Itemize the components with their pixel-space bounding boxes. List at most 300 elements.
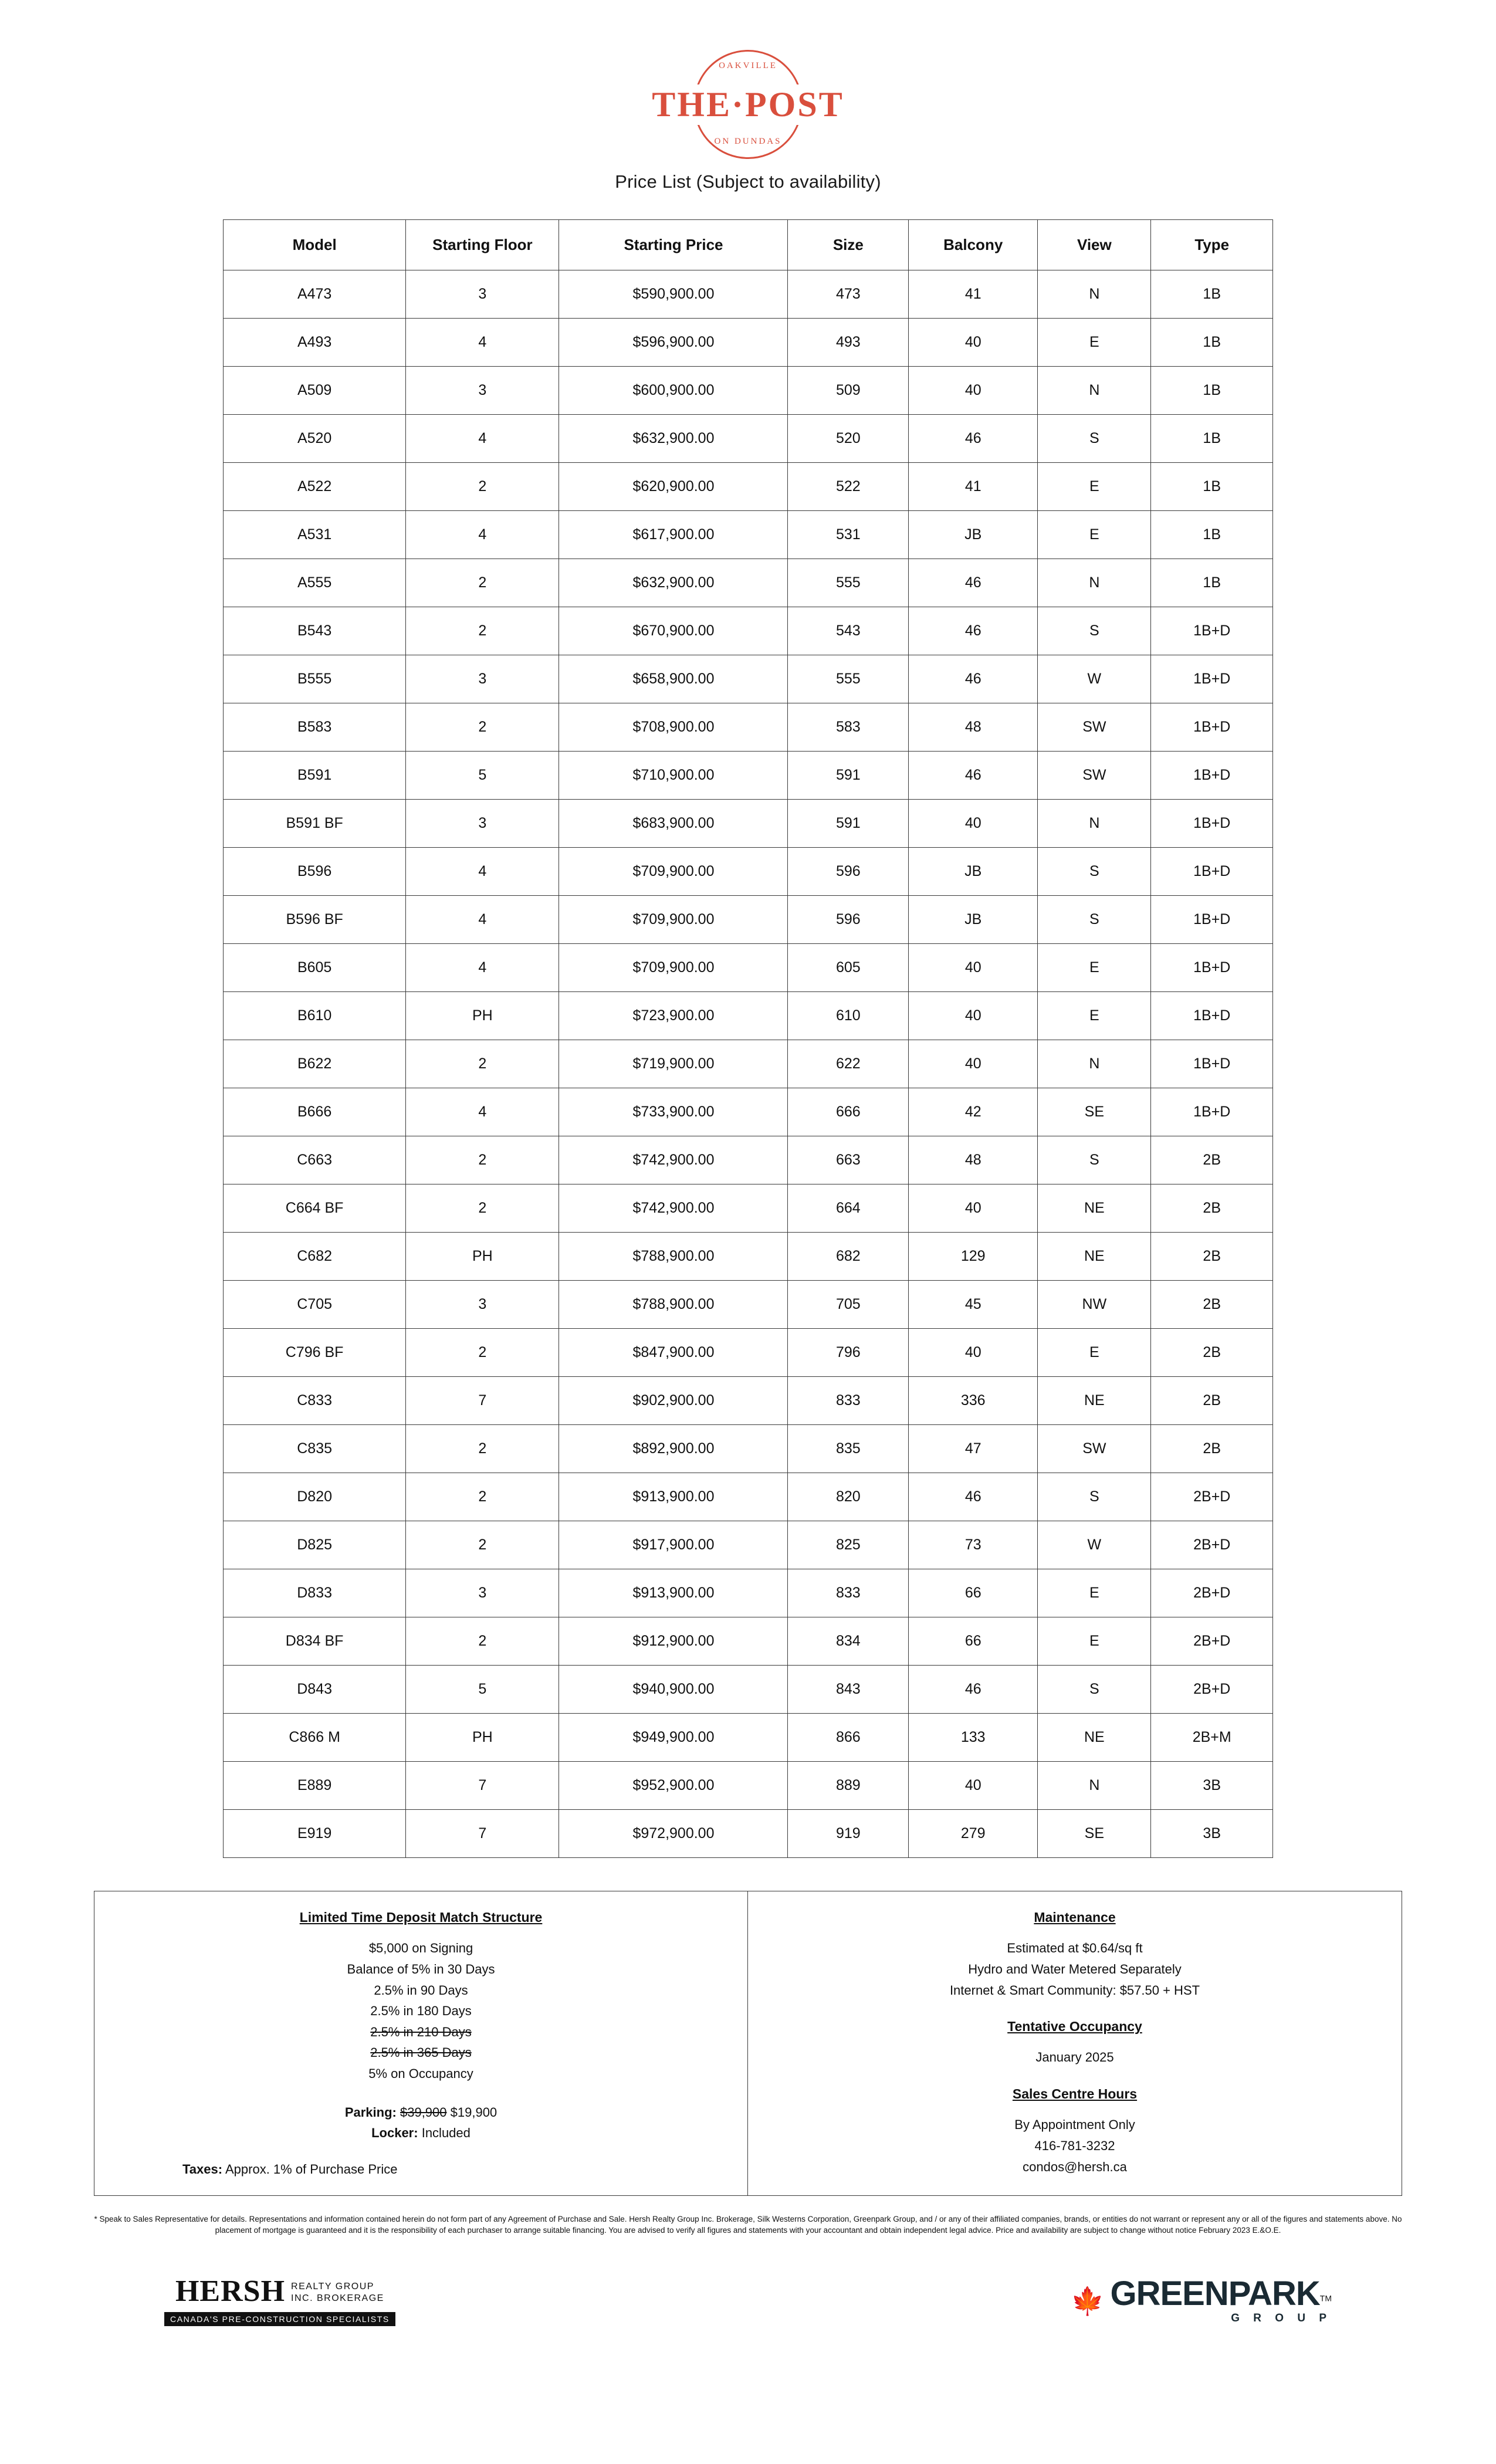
table-cell: $847,900.00 [559, 1329, 788, 1377]
table-header-cell: Size [788, 220, 909, 270]
table-row [224, 1473, 1273, 1521]
table-cell: 889 [788, 1762, 909, 1810]
table-cell: N [1038, 800, 1151, 848]
table-cell: E [1038, 1569, 1151, 1617]
price-table [223, 219, 1273, 1858]
table-cell: 46 [909, 607, 1038, 655]
maintenance-box [748, 1891, 1402, 2195]
table-cell: 833 [788, 1569, 909, 1617]
parking-old-price: $39,900 [400, 2104, 447, 2120]
table-cell: SE [1038, 1088, 1151, 1136]
table-row [224, 1377, 1273, 1425]
table-cell: 1B [1151, 415, 1273, 463]
deposit-line: $5,000 on Signing [368, 1941, 473, 1956]
table-cell: $917,900.00 [559, 1521, 788, 1569]
table-cell: 1B+D [1151, 992, 1273, 1040]
table-cell: $683,900.00 [559, 800, 788, 848]
table-cell: D820 [224, 1473, 406, 1521]
table-cell: C705 [224, 1281, 406, 1329]
table-cell: N [1038, 367, 1151, 415]
table-cell: E [1038, 1617, 1151, 1666]
maintenance-line: Internet & Smart Community: $57.50 + HST [949, 1982, 1200, 1998]
table-cell: 2 [406, 1040, 559, 1088]
table-cell: 2 [406, 1473, 559, 1521]
table-cell: 40 [909, 1762, 1038, 1810]
table-row [224, 415, 1273, 463]
table-row [224, 1521, 1273, 1569]
table-row [224, 607, 1273, 655]
table-cell: 591 [788, 752, 909, 800]
table-cell: JB [909, 511, 1038, 559]
deposit-structure-box [94, 1891, 748, 2195]
maple-leaf-icon: 🍁 [1071, 2286, 1105, 2317]
table-cell: 1B [1151, 270, 1273, 319]
table-row [224, 1617, 1273, 1666]
table-cell: NE [1038, 1714, 1151, 1762]
deposit-line: 2.5% in 365 Days [370, 2045, 472, 2060]
table-cell: E [1038, 992, 1151, 1040]
table-cell: 40 [909, 367, 1038, 415]
table-cell: SW [1038, 1425, 1151, 1473]
table-row [224, 896, 1273, 944]
table-cell: NE [1038, 1233, 1151, 1281]
logo-top-text: OAKVILLE [719, 61, 777, 70]
table-cell: 1B [1151, 319, 1273, 367]
table-cell: S [1038, 607, 1151, 655]
disclaimer-text: * Speak to Sales Representative for details. Representations and information contained herein do not form part of any Agreement of Purchase and Sale. Hersh Realty Group Inc. Brokerage, Silk Westerns Corporation, Greenpark Group, and / or any of their affiliated companies, brands, or entities do not warrant or represent any or all of the figures and statements above. No placement of mortgage is guaranteed and it is the responsibility of each purchaser to arrange suitable financing. You are advised to verify all figures and statements with your accountant and obtain independent legal advice. Price and availability are subject to change without notice February 2023 E.&O.E. [94, 2214, 1402, 2235]
table-cell: $972,900.00 [559, 1810, 788, 1858]
spacer-2 [760, 2068, 1390, 2083]
table-cell: 46 [909, 415, 1038, 463]
table-cell: 40 [909, 992, 1038, 1040]
taxes-line [106, 2159, 736, 2180]
table-cell: 4 [406, 944, 559, 992]
sales-hours-line[interactable]: condos@hersh.ca [1023, 2159, 1127, 2174]
table-cell: 2B [1151, 1281, 1273, 1329]
table-cell: 40 [909, 944, 1038, 992]
table-cell: 2 [406, 1329, 559, 1377]
logo-container [0, 0, 1496, 163]
table-cell: 610 [788, 992, 909, 1040]
table-cell: 820 [788, 1473, 909, 1521]
table-cell: 2B [1151, 1377, 1273, 1425]
deposit-line: 5% on Occupancy [368, 2066, 473, 2081]
table-cell: B543 [224, 607, 406, 655]
table-cell: B610 [224, 992, 406, 1040]
table-cell: 2 [406, 1136, 559, 1184]
table-cell: NE [1038, 1377, 1151, 1425]
occupancy-heading: Tentative Occupancy [1007, 2019, 1142, 2035]
the-post-logo [648, 46, 848, 163]
table-cell: 1B+D [1151, 703, 1273, 752]
table-cell: $709,900.00 [559, 944, 788, 992]
table-cell: 1B+D [1151, 655, 1273, 703]
table-cell: 866 [788, 1714, 909, 1762]
table-cell: B605 [224, 944, 406, 992]
table-cell: 682 [788, 1233, 909, 1281]
table-cell: 2B+M [1151, 1714, 1273, 1762]
table-row [224, 992, 1273, 1040]
locker-label: Locker: [371, 2125, 418, 2141]
table-cell: 2B [1151, 1136, 1273, 1184]
price-table-container [223, 219, 1273, 1858]
table-cell: 2B [1151, 1329, 1273, 1377]
table-cell: N [1038, 559, 1151, 607]
table-cell: $788,900.00 [559, 1233, 788, 1281]
table-cell: A509 [224, 367, 406, 415]
table-cell: 46 [909, 559, 1038, 607]
sales-hours-heading: Sales Centre Hours [1012, 2086, 1138, 2101]
table-cell: S [1038, 1136, 1151, 1184]
table-cell: 1B+D [1151, 752, 1273, 800]
table-cell: 66 [909, 1569, 1038, 1617]
table-cell: $600,900.00 [559, 367, 788, 415]
table-cell: S [1038, 896, 1151, 944]
table-row [224, 944, 1273, 992]
table-cell: 2B [1151, 1233, 1273, 1281]
table-row [224, 1088, 1273, 1136]
deposit-line: Balance of 5% in 30 Days [347, 1961, 495, 1976]
table-cell: A520 [224, 415, 406, 463]
table-cell: $892,900.00 [559, 1425, 788, 1473]
table-cell: A473 [224, 270, 406, 319]
table-cell: 2 [406, 1617, 559, 1666]
table-cell: A522 [224, 463, 406, 511]
deposit-line: 2.5% in 180 Days [370, 2003, 472, 2019]
table-cell: 2B+D [1151, 1521, 1273, 1569]
table-cell: 3 [406, 800, 559, 848]
table-cell: 40 [909, 800, 1038, 848]
taxes-value: Approx. 1% of Purchase Price [225, 2161, 398, 2177]
table-cell: S [1038, 1473, 1151, 1521]
table-cell: 2 [406, 1425, 559, 1473]
table-cell: D843 [224, 1666, 406, 1714]
table-cell: N [1038, 270, 1151, 319]
table-cell: S [1038, 415, 1151, 463]
table-cell: SW [1038, 752, 1151, 800]
maintenance-line: Hydro and Water Metered Separately [968, 1961, 1182, 1976]
table-cell: B583 [224, 703, 406, 752]
table-cell: E [1038, 944, 1151, 992]
table-cell: 2B [1151, 1184, 1273, 1233]
occupancy-value: January 2025 [1035, 2050, 1114, 2065]
table-cell: W [1038, 1521, 1151, 1569]
table-cell: 666 [788, 1088, 909, 1136]
table-cell: 522 [788, 463, 909, 511]
table-cell: 531 [788, 511, 909, 559]
price-table-body [224, 270, 1273, 1858]
table-cell: B666 [224, 1088, 406, 1136]
table-cell: 46 [909, 752, 1038, 800]
table-row [224, 848, 1273, 896]
table-cell: 46 [909, 1473, 1038, 1521]
table-cell: E [1038, 511, 1151, 559]
table-cell: 1B+D [1151, 1040, 1273, 1088]
table-cell: $788,900.00 [559, 1281, 788, 1329]
table-cell: $709,900.00 [559, 848, 788, 896]
table-cell: C664 BF [224, 1184, 406, 1233]
table-cell: 596 [788, 848, 909, 896]
table-cell: D833 [224, 1569, 406, 1617]
deposit-heading: Limited Time Deposit Match Structure [299, 1910, 543, 1925]
footer-logos [94, 2276, 1402, 2326]
table-cell: 4 [406, 319, 559, 367]
table-cell: 1B [1151, 463, 1273, 511]
maintenance-lines [760, 1938, 1390, 2001]
table-cell: C866 M [224, 1714, 406, 1762]
table-cell: 2B+D [1151, 1617, 1273, 1666]
table-header-cell: Balcony [909, 220, 1038, 270]
hersh-subtitle [291, 2281, 384, 2307]
table-row [224, 559, 1273, 607]
info-boxes [94, 1891, 1402, 2196]
sales-hours-line: 416-781-3232 [1034, 2138, 1115, 2153]
table-cell: 5 [406, 1666, 559, 1714]
table-cell: 622 [788, 1040, 909, 1088]
table-cell: 40 [909, 1184, 1038, 1233]
table-cell: 825 [788, 1521, 909, 1569]
table-cell: NW [1038, 1281, 1151, 1329]
table-cell: 4 [406, 511, 559, 559]
table-cell: $710,900.00 [559, 752, 788, 800]
table-cell: JB [909, 896, 1038, 944]
deposit-line: 2.5% in 210 Days [370, 2024, 472, 2039]
table-cell: 2B+D [1151, 1569, 1273, 1617]
table-cell: 40 [909, 319, 1038, 367]
table-cell: B596 [224, 848, 406, 896]
table-cell: 4 [406, 415, 559, 463]
table-cell: 41 [909, 270, 1038, 319]
table-row [224, 1233, 1273, 1281]
table-row [224, 1136, 1273, 1184]
logo-main-text: THE·POST [645, 84, 851, 125]
deposit-lines [106, 1938, 736, 2084]
table-cell: NE [1038, 1184, 1151, 1233]
table-cell: N [1038, 1762, 1151, 1810]
table-cell: 705 [788, 1281, 909, 1329]
table-cell: S [1038, 1666, 1151, 1714]
greenpark-tm: TM [1319, 2293, 1332, 2303]
table-cell: $596,900.00 [559, 319, 788, 367]
greenpark-text-block [1110, 2277, 1332, 2325]
table-cell: A555 [224, 559, 406, 607]
table-cell: W [1038, 655, 1151, 703]
spacer-1 [760, 2001, 1390, 2016]
table-cell: $658,900.00 [559, 655, 788, 703]
table-row [224, 1329, 1273, 1377]
table-cell: 509 [788, 367, 909, 415]
table-row [224, 1762, 1273, 1810]
table-cell: 843 [788, 1666, 909, 1714]
table-cell: E889 [224, 1762, 406, 1810]
table-row [224, 463, 1273, 511]
table-row [224, 1810, 1273, 1858]
table-cell: 583 [788, 703, 909, 752]
table-cell: 835 [788, 1425, 909, 1473]
table-cell: 40 [909, 1329, 1038, 1377]
table-cell: E [1038, 319, 1151, 367]
maintenance-heading: Maintenance [1034, 1910, 1116, 1925]
table-cell: 3 [406, 1281, 559, 1329]
hersh-tagline: CANADA'S PRE-CONSTRUCTION SPECIALISTS [164, 2312, 395, 2326]
table-cell: SE [1038, 1810, 1151, 1858]
table-row [224, 511, 1273, 559]
table-cell: 279 [909, 1810, 1038, 1858]
table-cell: 3B [1151, 1810, 1273, 1858]
table-cell: $620,900.00 [559, 463, 788, 511]
hersh-sub-line2: INC. BROKERAGE [291, 2293, 384, 2303]
table-row [224, 1666, 1273, 1714]
table-cell: 4 [406, 848, 559, 896]
locker-value: Included [421, 2125, 471, 2141]
sales-hours-lines [760, 2114, 1390, 2177]
parking-label: Parking: [344, 2104, 397, 2120]
table-cell: 3B [1151, 1762, 1273, 1810]
table-cell: E [1038, 1329, 1151, 1377]
table-cell: 7 [406, 1810, 559, 1858]
table-cell: 2 [406, 1521, 559, 1569]
table-cell: 663 [788, 1136, 909, 1184]
table-cell: 2 [406, 559, 559, 607]
table-cell: $949,900.00 [559, 1714, 788, 1762]
table-cell: PH [406, 1714, 559, 1762]
hersh-sub-line1: REALTY GROUP [291, 2281, 374, 2292]
greenpark-logo [1071, 2277, 1332, 2325]
table-cell: 2B+D [1151, 1666, 1273, 1714]
table-header-cell: Type [1151, 220, 1273, 270]
greenpark-name: GREENPARK [1110, 2275, 1320, 2313]
table-cell: 47 [909, 1425, 1038, 1473]
table-cell: 4 [406, 896, 559, 944]
table-cell: 493 [788, 319, 909, 367]
table-cell: JB [909, 848, 1038, 896]
table-cell: C682 [224, 1233, 406, 1281]
table-cell: 2 [406, 1184, 559, 1233]
table-cell: $742,900.00 [559, 1136, 788, 1184]
table-cell: B555 [224, 655, 406, 703]
table-cell: 7 [406, 1762, 559, 1810]
table-cell: 3 [406, 1569, 559, 1617]
table-cell: 48 [909, 703, 1038, 752]
table-cell: A531 [224, 511, 406, 559]
table-cell: 919 [788, 1810, 909, 1858]
maintenance-line: Estimated at $0.64/sq ft [1007, 1941, 1143, 1956]
table-cell: 41 [909, 463, 1038, 511]
table-cell: 1B [1151, 511, 1273, 559]
table-cell: PH [406, 992, 559, 1040]
table-cell: $708,900.00 [559, 703, 788, 752]
table-cell: PH [406, 1233, 559, 1281]
table-cell: D834 BF [224, 1617, 406, 1666]
table-cell: $913,900.00 [559, 1473, 788, 1521]
table-cell: 73 [909, 1521, 1038, 1569]
table-cell: 473 [788, 270, 909, 319]
table-cell: 7 [406, 1377, 559, 1425]
table-row [224, 703, 1273, 752]
table-cell: SW [1038, 703, 1151, 752]
sales-hours-line: By Appointment Only [1014, 2117, 1135, 2133]
table-cell: 2 [406, 703, 559, 752]
table-cell: 45 [909, 1281, 1038, 1329]
taxes-label: Taxes: [182, 2161, 223, 2177]
table-cell: 1B+D [1151, 848, 1273, 896]
table-cell: A493 [224, 319, 406, 367]
table-cell: $733,900.00 [559, 1088, 788, 1136]
table-cell: $632,900.00 [559, 415, 788, 463]
table-cell: 46 [909, 1666, 1038, 1714]
table-row [224, 752, 1273, 800]
table-cell: 555 [788, 559, 909, 607]
table-cell: 664 [788, 1184, 909, 1233]
table-cell: 129 [909, 1233, 1038, 1281]
table-cell: $952,900.00 [559, 1762, 788, 1810]
parking-line [106, 2102, 736, 2123]
table-cell: 1B [1151, 367, 1273, 415]
table-cell: 2 [406, 463, 559, 511]
table-cell: 2B+D [1151, 1473, 1273, 1521]
table-cell: 833 [788, 1377, 909, 1425]
table-cell: C796 BF [224, 1329, 406, 1377]
table-cell: B622 [224, 1040, 406, 1088]
table-cell: 336 [909, 1377, 1038, 1425]
table-row [224, 1281, 1273, 1329]
table-cell: 1B+D [1151, 896, 1273, 944]
table-cell: $742,900.00 [559, 1184, 788, 1233]
greenpark-subtitle: G R O U P [1231, 2312, 1332, 2325]
table-cell: 42 [909, 1088, 1038, 1136]
table-row [224, 800, 1273, 848]
table-cell: $912,900.00 [559, 1617, 788, 1666]
table-cell: 605 [788, 944, 909, 992]
table-cell: 796 [788, 1329, 909, 1377]
table-cell: $723,900.00 [559, 992, 788, 1040]
table-row [224, 1184, 1273, 1233]
table-cell: 543 [788, 607, 909, 655]
table-cell: B591 [224, 752, 406, 800]
table-cell: 66 [909, 1617, 1038, 1666]
table-cell: $590,900.00 [559, 270, 788, 319]
table-row [224, 1425, 1273, 1473]
logo-bottom-text: ON DUNDAS [714, 137, 782, 146]
table-cell: 591 [788, 800, 909, 848]
table-cell: C833 [224, 1377, 406, 1425]
table-cell: 2B [1151, 1425, 1273, 1473]
table-row [224, 1040, 1273, 1088]
table-cell: 1B [1151, 559, 1273, 607]
table-cell: B591 BF [224, 800, 406, 848]
table-row [224, 270, 1273, 319]
hersh-logo [164, 2276, 395, 2326]
table-cell: 133 [909, 1714, 1038, 1762]
table-cell: 834 [788, 1617, 909, 1666]
table-cell: $940,900.00 [559, 1666, 788, 1714]
locker-line [106, 2123, 736, 2144]
table-cell: 5 [406, 752, 559, 800]
table-cell: $902,900.00 [559, 1377, 788, 1425]
table-cell: $632,900.00 [559, 559, 788, 607]
table-cell: 1B+D [1151, 800, 1273, 848]
parking-new-price: $19,900 [450, 2104, 497, 2120]
deposit-line: 2.5% in 90 Days [374, 1982, 468, 1998]
table-cell: 1B+D [1151, 607, 1273, 655]
table-cell: $617,900.00 [559, 511, 788, 559]
table-cell: 40 [909, 1040, 1038, 1088]
table-cell: 46 [909, 655, 1038, 703]
table-cell: C663 [224, 1136, 406, 1184]
price-table-head [224, 220, 1273, 270]
table-cell: D825 [224, 1521, 406, 1569]
table-row [224, 367, 1273, 415]
